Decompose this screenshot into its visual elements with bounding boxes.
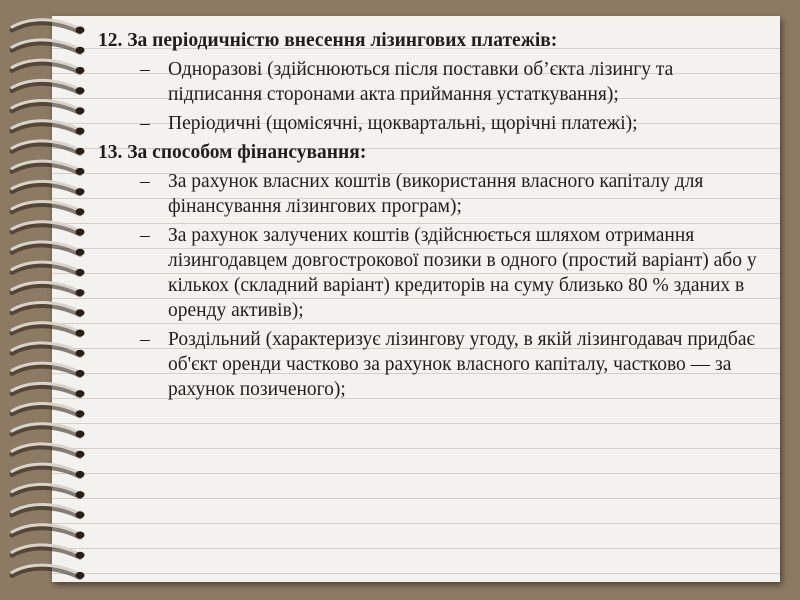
spiral-ring-icon — [12, 363, 85, 377]
spiral-ring-icon — [12, 161, 85, 175]
spiral-ring-icon — [12, 424, 85, 438]
bullet-dash: – — [140, 113, 150, 134]
list-item — [98, 169, 768, 219]
spiral-ring-icon — [12, 121, 85, 135]
list-item — [98, 111, 768, 136]
spiral-ring-icon — [12, 242, 85, 256]
section-heading-13: 13. За способом фінансування: — [98, 142, 367, 163]
spiral-ring-icon — [12, 303, 85, 317]
spiral-ring-icon — [12, 484, 85, 498]
bullet-dash: – — [140, 171, 150, 192]
spiral-ring-icon — [12, 141, 85, 155]
spiral-ring-icon — [12, 20, 85, 34]
slide-content — [98, 28, 768, 406]
list-item-text: За рахунок залучених коштів (здійснюється шляхом отримання лізингодавцем довгострокової позики в одного (простий варіант) або у кількох (складний варіант) кредиторів на суму близько 80 % зданих в оренду активів); — [168, 225, 757, 321]
list-item-text: За рахунок власних коштів (використання власного капіталу для фінансування лізингових програм); — [168, 171, 704, 217]
section-heading-12: 12. За періодичністю внесення лізингових платежів: — [98, 30, 558, 51]
spiral-ring-icon — [12, 60, 85, 74]
list-item — [98, 57, 768, 107]
spiral-ring-icon — [12, 40, 85, 54]
spiral-ring-icon — [12, 202, 85, 216]
spiral-ring-icon — [12, 525, 85, 539]
bullet-dash: – — [140, 225, 150, 246]
spiral-ring-icon — [12, 80, 85, 94]
spiral-ring-icon — [12, 282, 85, 296]
spiral-ring-icon — [12, 222, 85, 236]
list-item — [98, 223, 768, 323]
spiral-ring-icon — [12, 343, 85, 357]
spiral-ring-icon — [12, 464, 85, 478]
list-item-text: Роздільний (характеризує лізингову угоду, в якій лізингодавач придбає об'єкт оренди частково за рахунок власного капіталу, частково — за рахунок позиченого); — [168, 329, 755, 400]
spiral-ring-icon — [12, 444, 85, 458]
bullet-dash: – — [140, 59, 150, 80]
spiral-ring-icon — [12, 323, 85, 337]
bullet-dash: – — [140, 329, 150, 350]
spiral-ring-icon — [12, 505, 85, 519]
spiral-ring-icon — [12, 181, 85, 195]
spiral-ring-icon — [12, 383, 85, 397]
spiral-ring-icon — [12, 565, 85, 579]
list-item-text: Одноразові (здійснюються після поставки об’єкта лізингу та підписання сторонами акта приймання устаткування); — [168, 59, 674, 105]
spiral-binding-icon — [8, 18, 88, 582]
spiral-ring-icon — [12, 262, 85, 276]
list-item-text: Періодичні (щомісячні, щоквартальні, щорічні платежі); — [168, 113, 638, 134]
spiral-ring-icon — [12, 101, 85, 115]
spiral-ring-icon — [12, 404, 85, 418]
list-item — [98, 327, 768, 402]
spiral-ring-icon — [12, 545, 85, 559]
